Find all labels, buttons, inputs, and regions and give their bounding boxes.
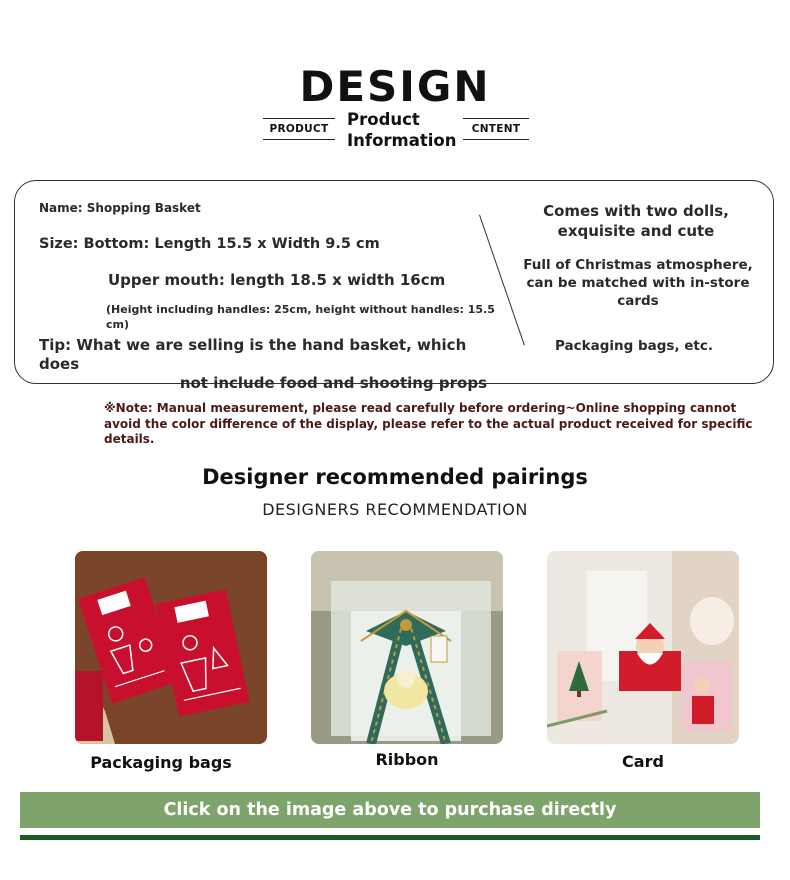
product-tag: PRODUCT [263,118,335,140]
packaging-bags-label[interactable]: Packaging bags [90,753,232,772]
content-tag: CNTENT [463,118,529,140]
christmas-cards-icon [547,551,739,744]
height-note: (Height including handles: 25cm, height without handles: 15.5 cm) [106,303,495,331]
packaging-bags-image[interactable] [75,551,267,744]
recommend-subtitle: DESIGNERS RECOMMENDATION [262,500,528,519]
product-info-box [14,180,774,392]
size-upper-mouth: Upper mouth: length 18.5 x width 16cm [108,271,446,289]
ribbon-image[interactable] [311,551,503,744]
ribbon-gift-box-icon [311,551,503,744]
tip-text [39,336,487,393]
measurement-note: ※Note: Manual measurement, please read carefully before ordering~Online shopping cannot avoid the color difference of the display, please refer to the actual product received for specific details. [104,401,753,446]
tip-line-2: not include food and shooting props [179,374,487,392]
feature-dolls: Comes with two dolls, exquisite and cute [543,202,729,240]
purchase-button[interactable]: Click on the image above to purchase directly [20,792,760,828]
tip-line-1: Tip: What we are selling is the hand basket, which does [39,336,467,373]
subtitle-line-2: Information [347,131,457,150]
christmas-gift-bags-icon [75,551,267,744]
design-heading: DESIGN [299,62,491,111]
recommend-title: Designer recommended pairings [202,465,588,489]
feature-christmas: Full of Christmas atmosphere, can be matched with in-store cards [523,257,753,309]
bottom-divider [20,835,760,840]
product-information-subtitle [347,109,457,151]
ribbon-label[interactable]: Ribbon [375,750,439,769]
card-label[interactable]: Card [622,752,664,771]
size-bottom: Size: Bottom: Length 15.5 x Width 9.5 cm [39,236,380,252]
product-name: Name: Shopping Basket [39,201,201,215]
card-image[interactable] [547,551,739,744]
subtitle-line-1: Product [347,110,420,129]
feature-packaging: Packaging bags, etc. [554,338,714,354]
